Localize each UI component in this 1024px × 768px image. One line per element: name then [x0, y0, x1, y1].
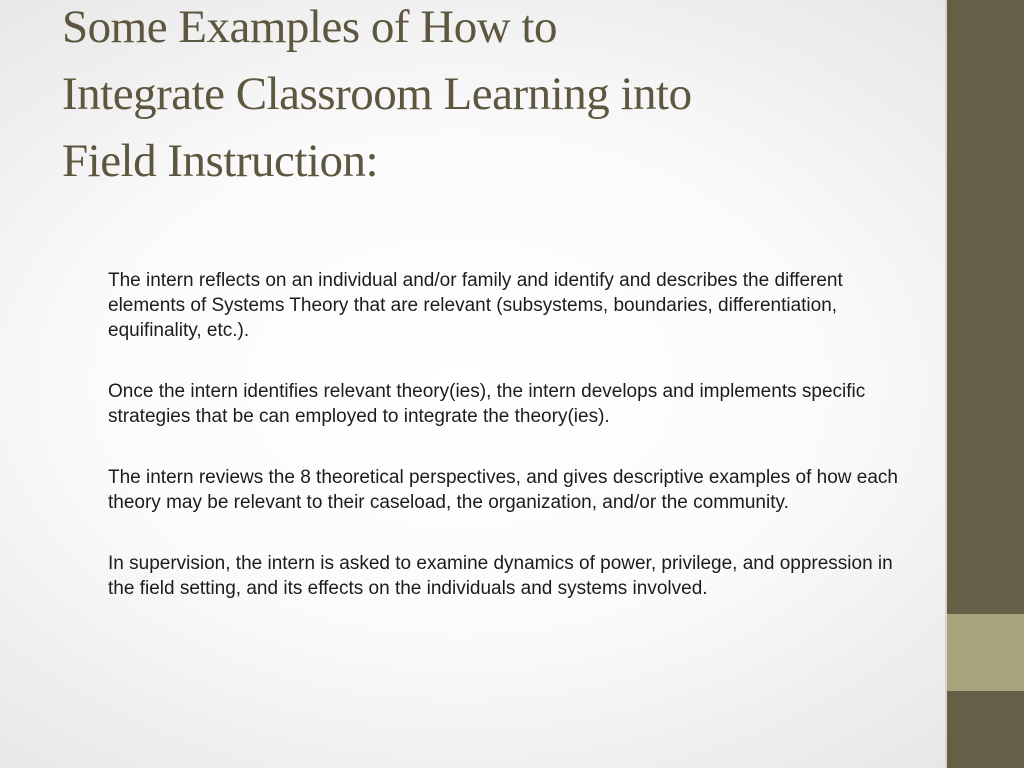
slide-title-line-2: Integrate Classroom Learning into: [62, 68, 692, 120]
slide-title: [62, 0, 922, 195]
body-paragraph-strategies: Once the intern identifies relevant theory(ies), the intern develops and implements specific strategies that be can employed to integrate the theory(ies).: [108, 381, 866, 427]
body-paragraph-theoretical-perspectives: The intern reviews the 8 theoretical perspectives, and gives descriptive examples of how each theory may be relevant to their caseload, the organization, and/or the community.: [108, 467, 898, 513]
decorative-sidebar-accent: [947, 614, 1024, 691]
body-paragraph-systems-theory: The intern reflects on an individual and/or family and identify and describes the different elements of Systems Theory that are relevant (subsystems, boundaries, differentiation, equifinality, etc.).: [108, 270, 843, 341]
slide-title-line-1: Some Examples of How to: [62, 1, 557, 53]
slide-title-line-3: Field Instruction:: [62, 135, 379, 187]
slide-body: [108, 268, 918, 637]
body-paragraph-supervision: In supervision, the intern is asked to examine dynamics of power, privilege, and oppression in the field setting, and its effects on the individuals and systems involved.: [108, 553, 893, 599]
